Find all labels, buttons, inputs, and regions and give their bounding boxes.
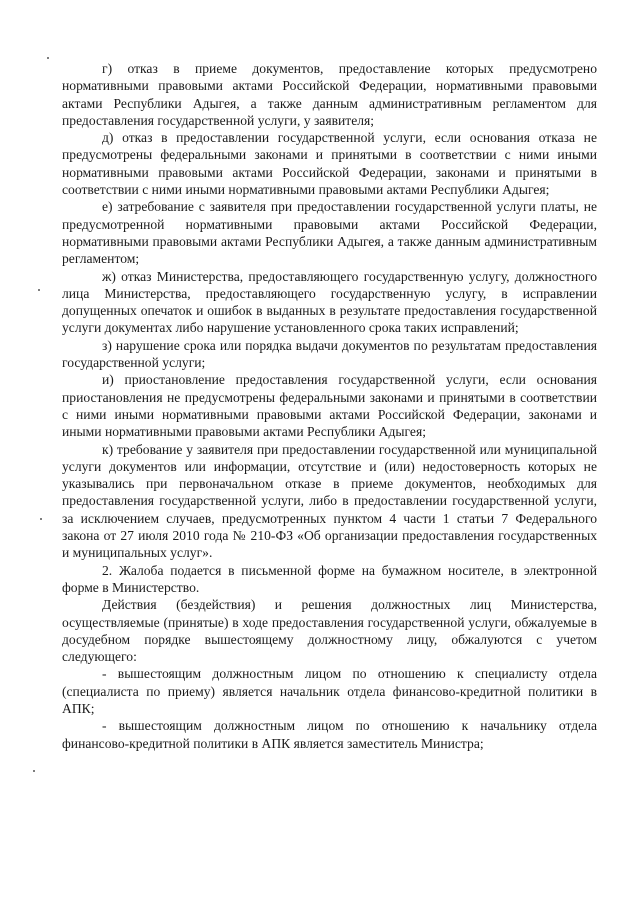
paragraph-zh: ж) отказ Министерства, предоставляющего государственную услугу, должностного лица Министерства, предоставляющего государственную услугу, в исправлении допущенных опечаток и ошибок в выданных в результате предоставления государственной услуги документах либо нарушение установленного срока таких исправлений; [62,268,597,336]
paragraph-actions: Действия (бездействия) и решения должностных лиц Министерства, осуществляемые (принятые) в ходе предоставления государственной услуги, обжалуемые в досудебном порядке вышестоящему должностному лицу, обжалуются с учетом следующего: [62,597,597,665]
document-body [62,60,597,752]
paragraph-superior-specialist: - вышестоящим должностным лицом по отношению к специалисту отдела (специалиста по приему) является начальник отдела финансово-кредитной политики в АПК; [62,666,597,716]
scan-speck [38,289,40,291]
paragraph-i: и) приостановление предоставления государственной услуги, если основания приостановления не предусмотрены федеральными законами и принятыми в соответствии с ними иными нормативными правовыми актами Российской Федерации, законами и иными нормативными правовыми актами Республики Адыгея; [62,372,597,440]
paragraph-k: к) требование у заявителя при предоставлении государственной или муниципальной услуги документов или информации, отсутствие и (или) недостоверность которых не указывались при первоначальном отказе в приеме документов, необходимых для предоставления государственной услуги, либо в предоставлении государственной услуги, за исключением случаев, предусмотренных пунктом 4 части 1 статьи 7 Федерального закона от 27 июля 2010 года № 210-ФЗ «Об организации предоставления государственных и муниципальных услуг». [62,441,597,561]
scan-speck [40,518,42,520]
paragraph-e: е) затребование с заявителя при предоставлении государственной услуги платы, не предусмотренной нормативными правовыми актами Российской Федерации, нормативными правовыми актами Республики Адыгея, а также данным административным регламентом; [62,199,597,267]
paragraph-2: 2. Жалоба подается в письменной форме на бумажном носителе, в электронной форме в Министерство. [62,562,597,595]
scan-speck [33,770,35,772]
paragraph-g: г) отказ в приеме документов, предоставление которых предусмотрено нормативными правовыми актами Российской Федерации, нормативными правовыми актами Республики Адыгея, а также данным административным регламентом для предоставления государственной услуги, у заявителя; [62,61,597,128]
paragraph-z: з) нарушение срока или порядка выдачи документов по результатам предоставления государственной услуги; [62,337,597,371]
scan-speck [47,57,49,59]
paragraph-d: д) отказ в предоставлении государственной услуги, если основания отказа не предусмотрены федеральными законами и принятыми в соответствии с ними иными нормативными правовыми актами Российской Федерации, законами и принятыми в соответствии с ними иными нормативными правовыми актами Республики Адыгея; [62,130,597,198]
paragraph-superior-head: - вышестоящим должностным лицом по отношению к начальнику отдела финансово-кредитной политики в АПК является заместитель Министра; [62,718,597,751]
